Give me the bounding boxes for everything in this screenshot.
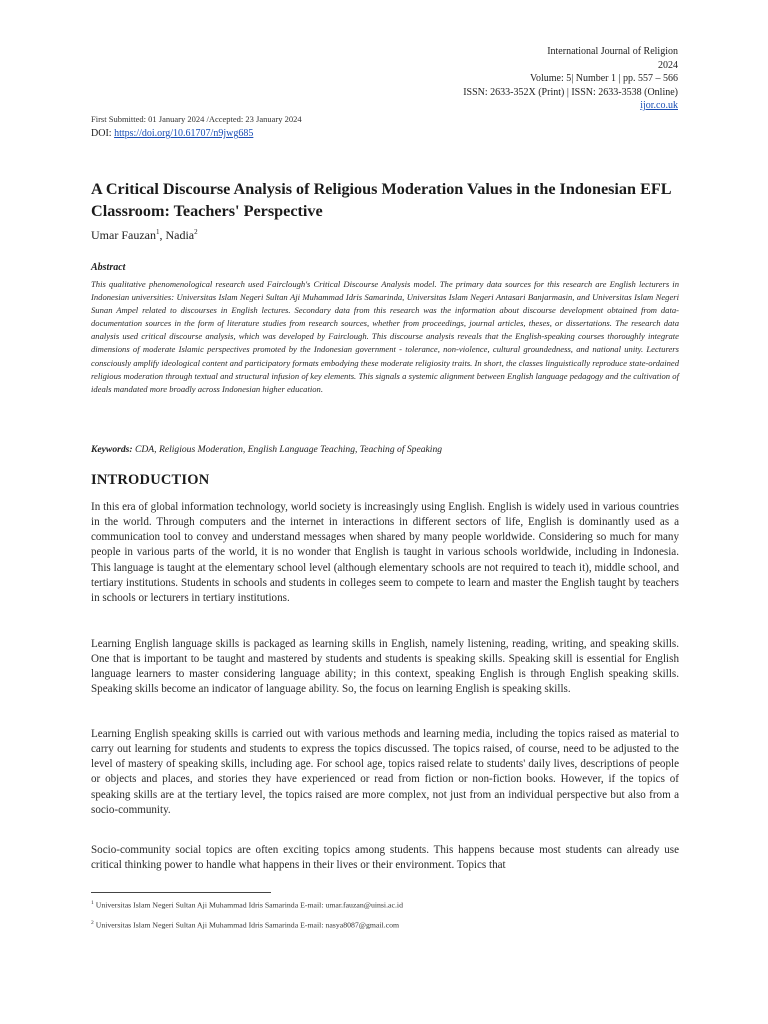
footnote-text: Universitas Islam Negeri Sultan Aji Muhammad Idris Samarinda E-mail: umar.fauzan@uinsi.ac.id: [93, 900, 403, 910]
footnote-text: Universitas Islam Negeri Sultan Aji Muhammad Idris Samarinda E-mail: nasya8087@gmail.com: [93, 920, 400, 930]
keywords-label: Keywords:: [91, 444, 133, 455]
author-name: Nadia: [165, 228, 195, 242]
journal-year: 2024: [658, 59, 678, 71]
author-separator: ,: [159, 228, 166, 242]
body-paragraph: In this era of global information technology, world society is increasingly using English. English is widely used in various countries in the world. Through computers and the internet in interactions in different sectors of life, English is dominantly used as a communication tool to convey and understand messages when shared by many people worldwide. Considering so much for many people in various parts of the world, it is no wonder that English is taught in various schools worldwide, including in Indonesia. This language is taught at the elementary school level (although elementary schools are not required to teach it), middle school, and tertiary institutions. Students in schools and students in colleges seem to compete to learn and master the English taught by teachers in schools or lecturers in tertiary institutions.: [91, 501, 679, 604]
footnote: [91, 920, 399, 930]
journal-issn: ISSN: 2633-352X (Print) | ISSN: 2633-3538 (Online): [463, 86, 678, 98]
author-name: Umar Fauzan: [91, 228, 156, 242]
submission-dates: First Submitted: 01 January 2024 /Accepted: 23 January 2024: [91, 114, 302, 124]
abstract-text: This qualitative phenomenological research used Fairclough's Critical Discourse Analysis model. The primary data sources for this research are English lecturers in Indonesian universities: Universitas Islam Negeri Sultan Aji Muhammad Idris Samarinda, Universitas Islam Negeri Antasari Banjarmasin, and Universitas Islam Negeri Sunan Ampel related to discourses in English lectures. Secondary data from this research was the information about discourse development obtained from data-documentation sources in the form of literature studies from research sources, whether from proceedings, journal articles, theses, or dissertations. The research data analysis used critical discourse analysis, which was developed by Fairclough. This discourse analysis reveals that the English-speaking courses thoroughly integrate dimensions of moderate Islamic perspectives promoted by the Indonesian government - tolerance, non-violence, cultural groundedness, and national unity. Lecturers consciously amplify ideological content and participatory formats embodying these moderate religiosity traits. In short, the classes linguistically reproduce state-ordained religious moderation through textual and structural infusion of key elements. This signals a systemic alignment between English language pedagogy and the cultivation of ideals mandated more broadly across Indonesian higher education.: [91, 279, 679, 394]
footnote-divider: [91, 892, 271, 893]
footnote-mark: 1: [91, 900, 94, 906]
journal-url-link[interactable]: ijor.co.uk: [640, 100, 678, 111]
body-paragraph: Learning English language skills is packaged as learning skills in English, namely listening, reading, writing, and speaking skills. One that is important to be taught and mastered by students and students is speaking skills. Speaking skill is essential for English language learners to master considering language ability; in this context, speaking English is through English speaking skills. Speaking skills become an indicator of language ability. So, the focus on learning English is speaking skills.: [91, 638, 679, 696]
body-paragraph: Socio-community social topics are often exciting topics among students. This happens because most students can already use critical thinking power to handle what happens in their lives or their environment. Topics that: [91, 844, 679, 872]
abstract-heading: Abstract: [91, 262, 126, 273]
doi-label: DOI:: [91, 128, 115, 139]
author-affiliation-mark: 2: [194, 228, 198, 236]
journal-name: International Journal of Religion: [547, 46, 678, 57]
journal-volume: Volume: 5| Number 1 | pp. 557 – 566: [530, 73, 678, 84]
doi-line: [91, 128, 253, 139]
body-paragraph: Learning English speaking skills is carried out with various methods and learning media, including the topics raised as material to carry out learning for students and students to express the topics discussed. The topics raised, of course, need to be adjusted to the level of mastery of speaking skills, including age. For school age, topics raised relate to students' daily lives, descriptions of people or objects and places, and stories they have experienced or read from fiction or non-fiction books. However, if the topics of speaking skills are at the tertiary level, the topics raised are more complex, not just from an individual perspective but also from a socio-community.: [91, 728, 679, 816]
introduction-heading: INTRODUCTION: [91, 472, 210, 488]
doi-link[interactable]: https://doi.org/10.61707/n9jwg685: [114, 128, 254, 139]
keywords-line: [91, 444, 679, 455]
footnote-mark: 2: [91, 920, 94, 926]
paper-title: A Critical Discourse Analysis of Religious Moderation Values in the Indonesian EFL Classroom: Teachers' Perspective: [91, 180, 671, 220]
author-affiliation-mark: 1: [155, 228, 160, 236]
author-list: [91, 228, 198, 243]
keywords-text: CDA, Religious Moderation, English Language Teaching, Teaching of Speaking: [132, 444, 443, 455]
footnote: [91, 900, 403, 910]
journal-info: [463, 45, 678, 113]
